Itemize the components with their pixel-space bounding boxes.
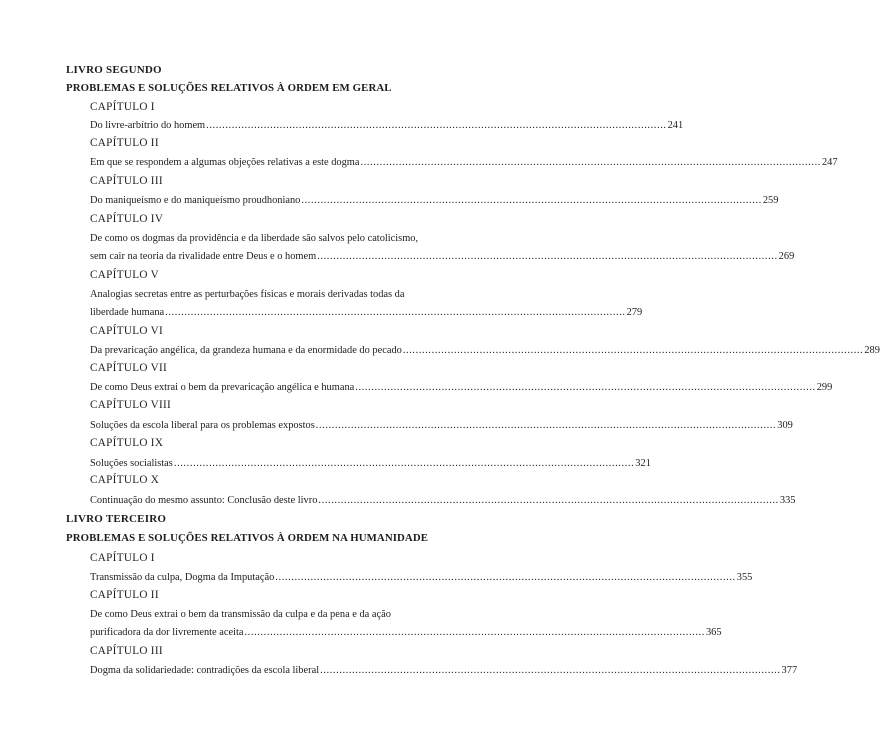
toc-entry-line: Da prevaricação angélica, da grandeza humana e da enormidade do pecado ................................................................................................................................................ 289 (90, 342, 430, 360)
toc-entry[interactable] (90, 286, 643, 322)
toc-entry[interactable] (90, 342, 880, 360)
chapter-heading: CAPÍTULO II (90, 589, 159, 601)
leader-dots: ................................................................................................................................................ (315, 420, 777, 431)
book-title: LIVRO TERCEIRO (66, 513, 167, 525)
toc-entry-line: Em que se respondem a algumas objeções relativas a este dogma ................................................................................................................................................ 247 (90, 154, 430, 172)
chapter-heading: CAPÍTULO VIII (90, 399, 172, 411)
leader-dots: ................................................................................................................................................ (360, 157, 821, 168)
chapter-heading: CAPÍTULO I (90, 552, 155, 564)
page-number: 241 (667, 120, 684, 131)
toc-entry-line: purificadora da dor livremente aceita ................................................................................................................................................ 365 (90, 624, 430, 642)
page-number: 355 (736, 572, 753, 583)
chapter-heading: CAPÍTULO IX (90, 437, 164, 449)
chapter-heading: CAPÍTULO IV (90, 213, 164, 225)
page-number: 309 (777, 420, 793, 431)
page-number: 299 (816, 382, 833, 393)
part-title: PROBLEMAS E SOLUÇÕES RELATIVOS À ORDEM NA HUMANIDADE (66, 532, 429, 544)
leader-dots: ................................................................................................................................................ (244, 627, 705, 638)
chapter-heading: CAPÍTULO X (90, 474, 160, 486)
leader-dots: ................................................................................................................................................ (165, 307, 626, 318)
toc-entry-line: Soluções da escola liberal para os problemas expostos ................................................................................................................................................ 309 (90, 417, 430, 435)
leader-dots: ................................................................................................................................................ (206, 120, 667, 131)
toc-entry[interactable] (90, 662, 798, 680)
page-number: 289 (864, 345, 880, 356)
page-number: 259 (762, 195, 779, 206)
toc-entry[interactable] (90, 379, 833, 397)
toc-entry-line: sem cair na teoria da rivalidade entre Deus e o homem ................................................................................................................................................ 269 (90, 248, 430, 266)
book-title: LIVRO SEGUNDO (66, 64, 162, 76)
leader-dots: ................................................................................................................................................ (355, 382, 816, 393)
chapter-heading: CAPÍTULO III (90, 645, 163, 657)
toc-entry[interactable] (90, 230, 795, 266)
chapter-heading: CAPÍTULO VI (90, 325, 164, 337)
toc-entry-line: De como os dogmas da providência e da liberdade são salvos pelo catolicismo, (90, 233, 419, 244)
toc-entry[interactable] (90, 417, 793, 435)
leader-dots: ................................................................................................................................................ (173, 458, 635, 469)
leader-dots: ................................................................................................................................................ (275, 572, 736, 583)
page-number: 377 (781, 665, 798, 676)
toc-entry[interactable] (90, 492, 796, 510)
toc-entry-line: Do maniqueísmo e do maniqueísmo proudhoniano ................................................................................................................................................ 259 (90, 192, 430, 210)
page-number: 321 (635, 458, 651, 469)
leader-dots: ................................................................................................................................................ (318, 495, 779, 506)
toc-entry-line: De como Deus extrai o bem da prevaricação angélica e humana ................................................................................................................................................ 299 (90, 379, 430, 397)
leader-dots: ................................................................................................................................................ (320, 665, 781, 676)
toc-entry-line: Analogias secretas entre as perturbações físicas e morais derivadas todas da (90, 289, 405, 300)
toc-entry-line: Soluções socialistas ................................................................................................................................................ 321 (90, 455, 430, 473)
toc-entry[interactable] (90, 192, 779, 210)
toc-entry-line: Do livre-arbítrio do homem ................................................................................................................................................ 241 (90, 117, 430, 135)
leader-dots: ................................................................................................................................................ (402, 345, 864, 356)
toc-entry[interactable] (90, 455, 651, 473)
toc-entry[interactable] (90, 569, 753, 587)
chapter-heading: CAPÍTULO VII (90, 362, 168, 374)
page-number: 269 (778, 251, 795, 262)
toc-entry[interactable] (90, 154, 838, 172)
chapter-heading: CAPÍTULO V (90, 269, 159, 281)
part-title: PROBLEMAS E SOLUÇÕES RELATIVOS À ORDEM EM GERAL (66, 82, 392, 94)
toc-entry-line: Dogma da solidariedade: contradições da escola liberal ................................................................................................................................................ 377 (90, 662, 430, 680)
leader-dots: ................................................................................................................................................ (301, 195, 762, 206)
page-number: 247 (821, 157, 838, 168)
toc-entry-line: liberdade humana ................................................................................................................................................ 279 (90, 304, 430, 322)
chapter-heading: CAPÍTULO I (90, 101, 155, 113)
toc-entry[interactable] (90, 117, 684, 135)
chapter-heading: CAPÍTULO III (90, 175, 163, 187)
toc-entry-line: De como Deus extrai o bem da transmissão da culpa e da pena e da ação (90, 609, 391, 620)
leader-dots: ................................................................................................................................................ (317, 251, 778, 262)
toc-entry[interactable] (90, 606, 722, 642)
chapter-heading: CAPÍTULO II (90, 137, 159, 149)
page-number: 335 (779, 495, 796, 506)
toc-entry-line: Transmissão da culpa, Dogma da Imputação ................................................................................................................................................ 355 (90, 569, 430, 587)
page-number: 279 (626, 307, 643, 318)
page-number: 365 (705, 627, 722, 638)
toc-entry-line: Continuação do mesmo assunto: Conclusão deste livro ................................................................................................................................................ 335 (90, 492, 430, 510)
